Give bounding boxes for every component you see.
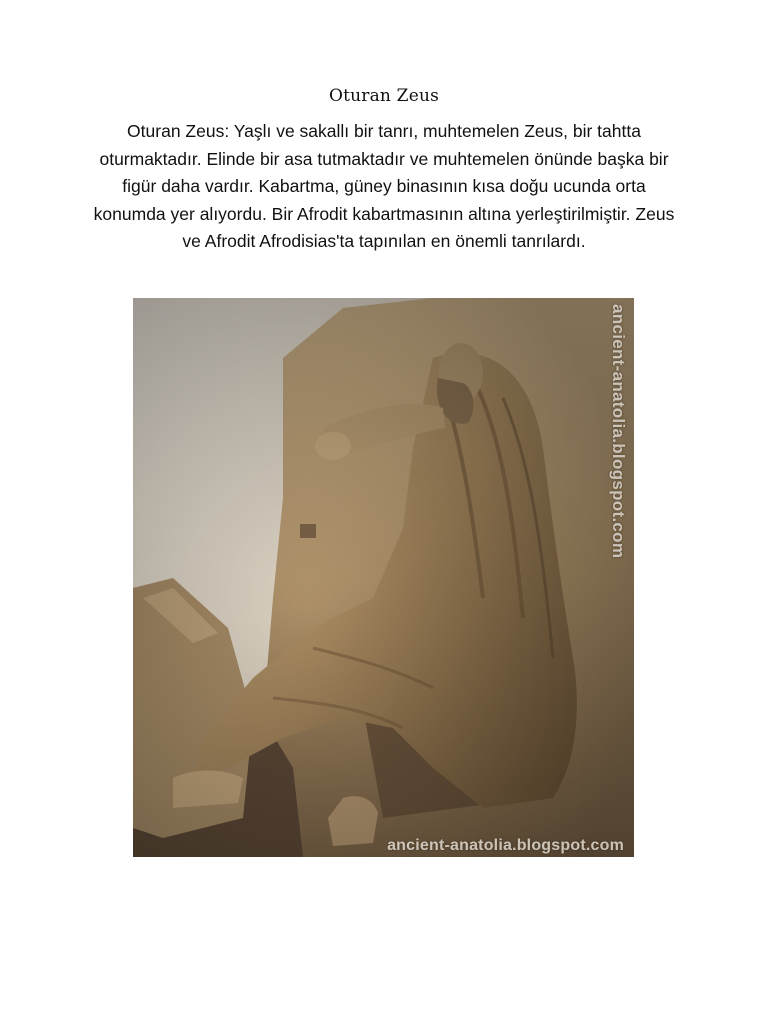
relief-photo bbox=[133, 298, 634, 857]
relief-illustration bbox=[133, 298, 634, 857]
caption-paragraph: Oturan Zeus: Yaşlı ve sakallı bir tanrı, muhtemelen Zeus, bir tahtta oturmaktadır. Elinde bir asa tutmaktadır ve muhtemelen önünde başka bir figür daha vardır. Kabartma, güney binasının kısa doğu ucunda orta konumda yer alıyordu. Bir Afrodit kabartmasının altına yerleştirilmiştir. Zeus ve Afrodit Afrodisias'ta tapınılan en önemli tanrılardı. bbox=[93, 121, 675, 252]
page-title: Oturan Zeus bbox=[328, 86, 440, 106]
photo-watermark-vertical: ancient-anatolia.blogspot.com bbox=[609, 304, 628, 559]
photo-watermark-bottom: ancient-anatolia.blogspot.com bbox=[387, 837, 624, 854]
